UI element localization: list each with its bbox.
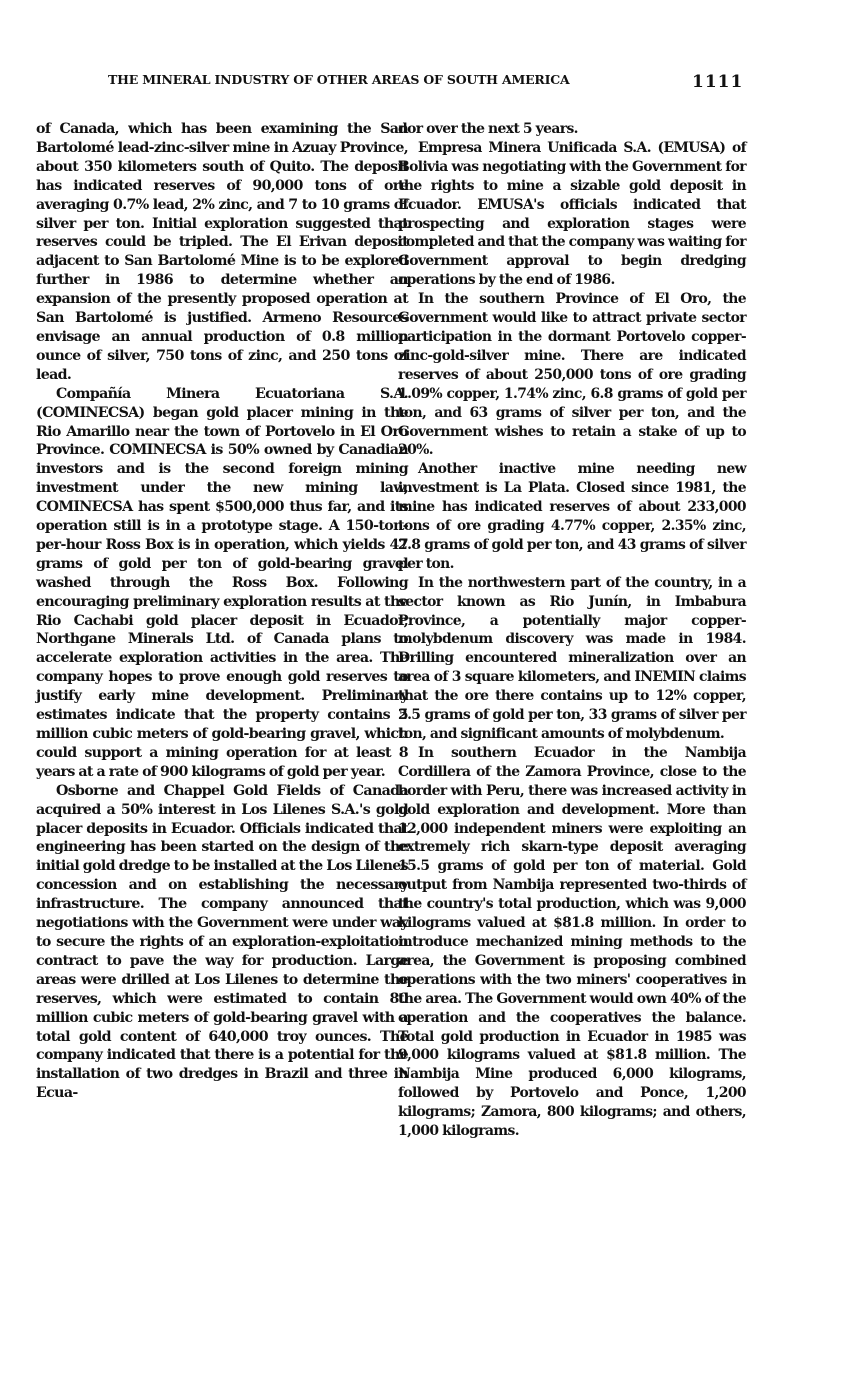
paragraph-right-2: Empresa Minera Unificada S.A. (EMUSA) of Bolivia was negotiating with the Government for the rights to mine a sizable gold deposit in Ecuador. EMUSA's officials indicated that prospecting and exploration stages were completed and that the company was waiting for Government approval to begin dredging operations by the end of 1986. bbox=[398, 139, 746, 289]
right-column bbox=[398, 120, 746, 1141]
paragraph-left-3: Osborne and Chappel Gold Fields of Canada acquired a 50% interest in Los Lilenes S.A.'s gold placer deposits in Ecuador. Officials indicated that engineering has been started on the design of the initial gold dredge to be installed at the Los Lilenes concession and on establishing the necessary infrastructure. The company announced that negotiations with the Government were under way to secure the rights of an exploration-exploitation contract to pave the way for production. Large areas were drilled at Los Lilenes to determine the reserves, which were estimated to contain 80 million cubic meters of gold-bearing gravel with a total gold content of 640,000 troy ounces. The company indicated that there is a potential for the installation of two dredges in Brazil and three in Ecua- bbox=[36, 782, 408, 1102]
paragraph-right-5: In the northwestern part of the country, in a sector known as Rio Junín, in Imbabura Province, a potentially major copper-molybdenum discovery was made in 1984. Drilling encountered mineralization over an area of 3 square kilometers, and INEMIN claims that the ore there contains up to 12% copper, 2.5 grams of gold per ton, 33 grams of silver per ton, and significant amounts of molybdenum. bbox=[398, 574, 746, 742]
paragraph-right-3: In the southern Province of El Oro, the Government would like to attract private sector participation in the dormant Portovelo copper-zinc-gold-silver mine. There are indicated reserves of about 250,000 tons of ore grading 1.09% copper, 1.74% zinc, 6.8 grams of gold per ton, and 63 grams of silver per ton, and the Government wishes to retain a stake of up to 20%. bbox=[398, 291, 746, 459]
paragraph-left-2: Compañía Minera Ecuatoriana S.A. (COMINECSA) began gold placer mining in the Rio Amarillo near the town of Portovelo in El Oro Province. COMINECSA is 50% owned by Canadian investors and is the second foreign mining investment under the new mining law, COMINECSA has spent $500,000 thus far, and its operation still is in a prototype stage. A 150-ton-per-hour Ross Box is in operation, which yields 47 grams of gold per ton of gold-bearing gravel washed through the Ross Box. Following encouraging preliminary exploration results at the Rio Cachabi gold placer deposit in Ecuador, Northgane Minerals Ltd. of Canada plans to accelerate exploration activities in the area. The company hopes to prove enough gold reserves to justify early mine development. Preliminary estimates indicate that the property contains 5 million cubic meters of gold-bearing gravel, which could support a mining operation for at least 8 years at a rate of 900 kilograms of gold per year. bbox=[36, 385, 408, 780]
paragraph-right-1: dor over the next 5 years. bbox=[398, 121, 578, 137]
left-column bbox=[36, 120, 408, 1103]
paragraph-right-6: In southern Ecuador in the Nambija Cordillera of the Zamora Province, close to the border with Peru, there was increased activity in gold exploration and development. More than 12,000 independent miners were exploiting an extremely rich skarn-type deposit averaging 15.5 grams of gold per ton of material. Gold output from Nambija represented two-thirds of the country's total production, which was 9,000 kilograms valued at $81.8 million. In order to introduce mechanized mining methods to the area, the Government is proposing combined operations with the two miners' cooperatives in the area. The Government would own 40% of the operation and the cooperatives the balance. Total gold production in Ecuador in 1985 was 9,000 kilograms valued at $81.8 million. The Nambija Mine produced 6,000 kilograms, followed by Portovelo and Ponce, 1,200 kilograms; Zamora, 800 kilograms; and others, 1,000 kilograms. bbox=[398, 744, 746, 1140]
paragraph-left-1: of Canada, which has been examining the San Bartolomé lead-zinc-silver mine in Azuay Province, about 350 kilometers south of Quito. The deposit has indicated reserves of 90,000 tons of ore averaging 0.7% lead, 2% zinc, and 7 to 10 grams of silver per ton. Initial exploration suggested that reserves could be tripled. The El Erivan deposit adjacent to San Bartolomé Mine is to be explored further in 1986 to determine whether an expansion of the presently proposed operation at San Bartolomé is justified. Armeno Resources envisage an annual production of 0.8 million ounce of silver, 750 tons of zinc, and 250 tons of lead. bbox=[36, 121, 408, 383]
page-number: 1111 bbox=[692, 72, 744, 92]
running-title: THE MINERAL INDUSTRY OF OTHER AREAS OF SOUTH AMERICA bbox=[108, 72, 570, 87]
paragraph-right-4: Another inactive mine needing new investment is La Plata. Closed since 1981, the mine has indicated reserves of about 233,000 tons of ore grading 4.77% copper, 2.35% zinc, 2.8 grams of gold per ton, and 43 grams of silver per ton. bbox=[398, 461, 746, 572]
